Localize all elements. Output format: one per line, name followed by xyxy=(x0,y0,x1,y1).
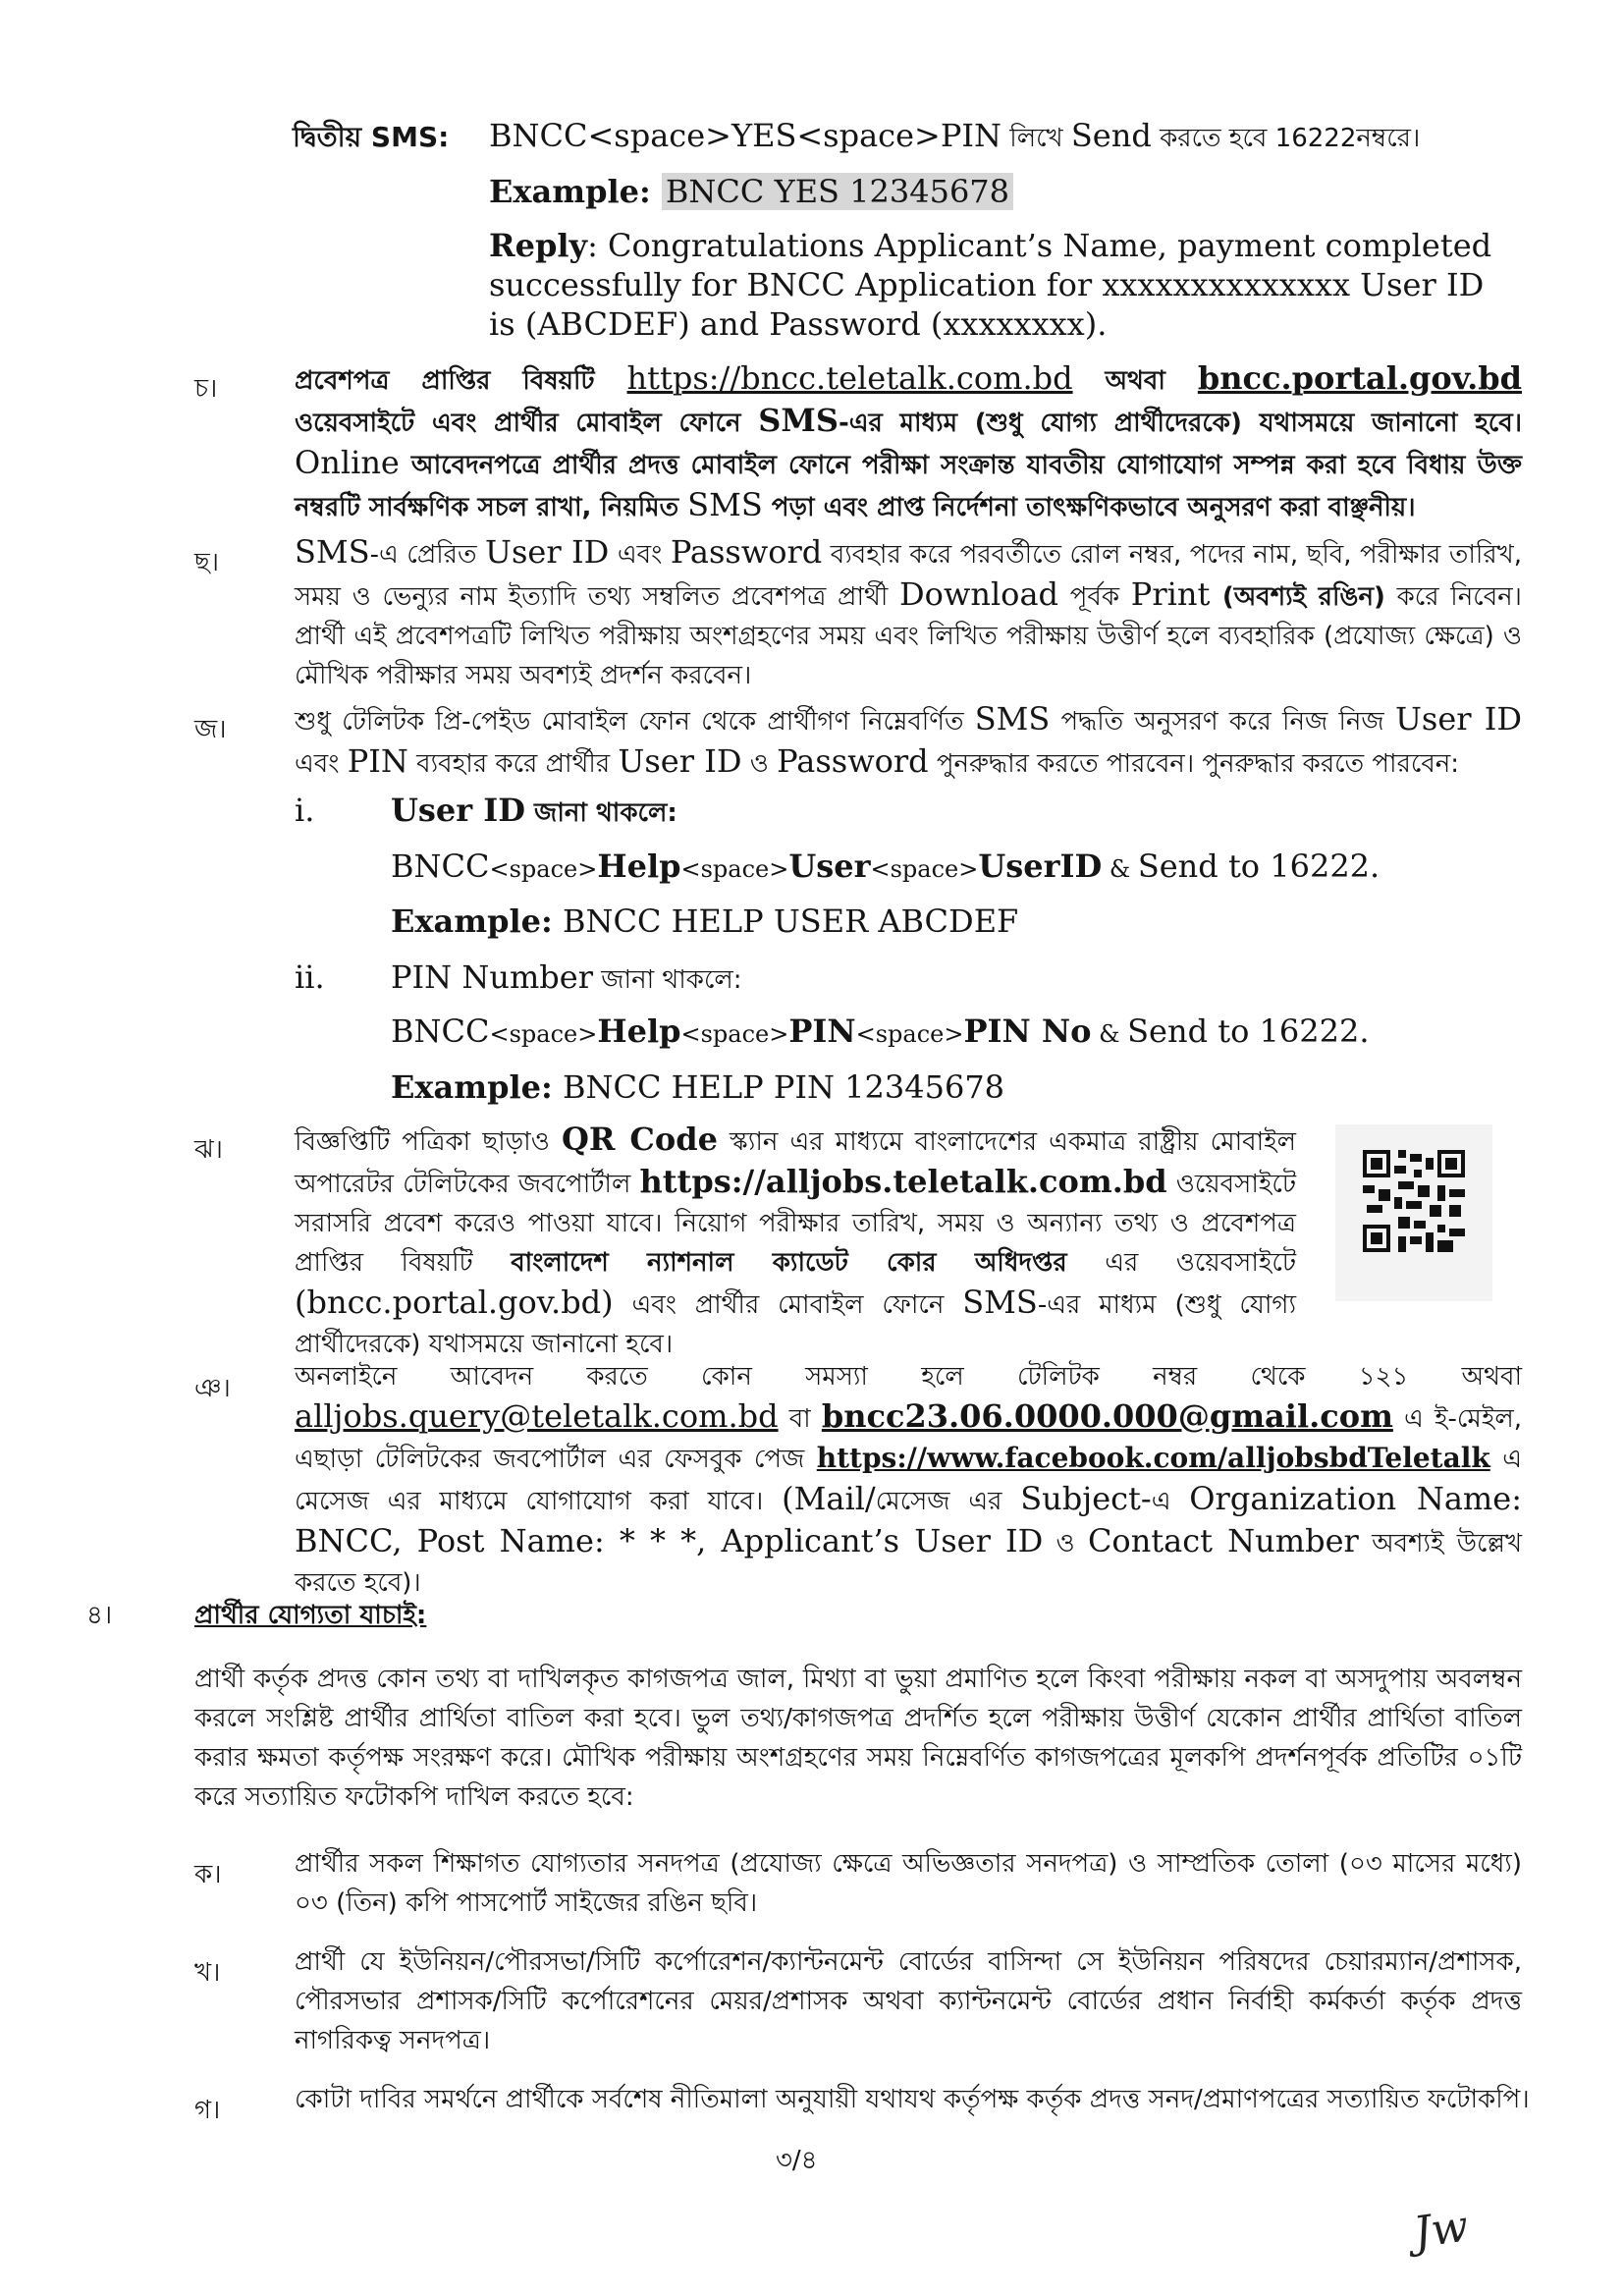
format-part: PIN xyxy=(788,1012,856,1050)
sms2-format xyxy=(489,116,1420,158)
qr-code-icon xyxy=(1363,1150,1465,1252)
item-chha-t8: পূর্বক xyxy=(1058,582,1131,612)
format-part: <space> xyxy=(680,1020,789,1048)
item-cha-t9: পড়া এবং প্রাপ্ত নির্দেশনা তাৎক্ষণিকভাবে অনুসরণ করা বাঞ্ছনীয়। xyxy=(762,493,1416,522)
item-cha-text xyxy=(295,358,1522,527)
section4-intro: প্রার্থী কর্তৃক প্রদত্ত কোন তথ্য বা দাখিলকৃত কাগজপত্র জাল, মিথ্যা বা ভুয়া প্রমাণিত হলে কিংবা পরীক্ষায় নকল বা অসদুপায় অবলম্বন করলে সংশ্লিষ্ট প্রার্থীর প্রার্থিতা বাতিল করা হবে। ভুল তথ্য/কাগজপত্র প্রদর্শিত হলে পরীক্ষায় উত্তীর্ণ যেকোন প্রার্থীর প্রার্থিতা বাতিল করার ক্ষমতা কর্তৃপক্ষ সংরক্ষণ করে। মৌখিক পরীক্ষায় অংশগ্রহণের সময় নিম্নেবর্ণিত কাগজপত্রের মূলকপি প্রদর্শনপূর্বক প্রতিটির ০১টি করে সত্যায়িত ফটোকপি দাখিল করতে হবে: xyxy=(194,1665,1522,1812)
section4-item-ka-text: প্রার্থীর সকল শিক্ষাগত যোগ্যতার সনদপত্র (প্রযোজ্য ক্ষেত্রে অভিজ্ঞতার সনদপত্র) ও সাম্প্রতিক তোলা (০৩ মাসের মধ্যে) ০৩ (তিন) কপি পাসপোর্ট সাইজের রঙিন ছবি। xyxy=(295,1849,1522,1918)
item-nya-t9: Organization Name: BNCC, Post Name: * * *, Applicant’s User ID xyxy=(295,1480,1522,1559)
item-chha-t11: করে নিবেন। প্রার্থী এই প্রবেশপত্রটি লিখিত পরীক্ষায় অংশগ্রহণের সময় এবং লিখিত পরীক্ষায় উত্তীর্ণ হলে ব্যবহারিক (প্রযোজ্য ক্ষেত্রে) ও মৌখিক পরীক্ষার সময় অবশ্যই প্রদর্শন করবেন। xyxy=(295,582,1522,690)
sms2-format-suffix: করতে হবে 16222নম্বরে। xyxy=(1151,124,1421,153)
item-cha-t2: অথবা xyxy=(1072,366,1198,396)
format-part: Help xyxy=(597,1012,681,1050)
item-cha-t1: প্রবেশপত্র প্রাপ্তির বিষয়টি xyxy=(295,366,627,396)
item-ja-t9: ও xyxy=(741,749,778,779)
item-cha-sms: SMS xyxy=(758,402,839,439)
item-ja-t11: পুনরুদ্ধার করতে পারবেন। পুনরুদ্ধার করতে পারবেন: xyxy=(928,749,1460,779)
item-ja-userid: User ID xyxy=(1394,700,1522,738)
format-part: Help xyxy=(597,847,681,885)
signature: Jw xyxy=(1410,2201,1472,2259)
sub-i-title-a: User ID xyxy=(391,792,525,829)
item-cha-t3: ওয়েবসাইটে এবং প্রার্থীর মোবাইল ফোনে xyxy=(295,409,759,438)
alljobs-query-email-link[interactable]: alljobs.query@teletalk.com.bd xyxy=(295,1397,779,1435)
item-jha-portal: (bncc.portal.gov.bd) xyxy=(295,1284,614,1321)
sub-ii-example xyxy=(391,1067,1004,1107)
item-ja-t7: ব্যবহার করে প্রার্থীর xyxy=(407,749,619,779)
section4-number: ৪। xyxy=(86,1601,113,1630)
item-nya-t10: ও xyxy=(1043,1529,1088,1558)
sub-i-number: i. xyxy=(295,792,315,829)
item-cha-t5: -এর মাধ্যম (শুধু যোগ্য প্রার্থীদেরকে) যথাসময়ে জানানো হবে। xyxy=(838,409,1522,438)
item-ja-password: Password xyxy=(777,742,929,780)
item-chha-t2: -এ প্রেরিত xyxy=(369,540,485,570)
item-chha-download: Download xyxy=(899,575,1058,613)
item-nya-t7: Subject- xyxy=(1020,1480,1152,1517)
qr-code[interactable] xyxy=(1335,1124,1492,1301)
item-chha-t6: ব্যবহার করে পরবর্তীতে রোল নম্বর, পদের নাম, ছবি, পরীক্ষার তারিখ, সময় ও ভেন্যুর নাম ইত্যাদি তথ্য সম্বলিত প্রবেশপত্র প্রার্থী xyxy=(295,540,1522,612)
item-nya-t12: অবশ্যই উল্লেখ করতে হবে)। xyxy=(295,1529,1523,1598)
item-nya-t1: অনলাইনে আবেদন করতে কোন সমস্যা হলে টেলিটক নম্বর থেকে ১২১ অথবা xyxy=(295,1362,1522,1392)
sub-i-title xyxy=(391,791,677,833)
item-cha-t7: আবেদনপত্রে প্রার্থীর প্রদত্ত মোবাইল ফোনে পরীক্ষা সংক্রান্ত যাবতীয় যোগাযোগ সম্পন্ন করা হবে বিধায় উক্ত নম্বরটি সার্বক্ষণিক সচল রাখা, নিয়মিত xyxy=(295,451,1522,522)
item-chha-t4: এবং xyxy=(609,540,671,570)
format-part: BNCC xyxy=(391,1012,490,1050)
item-ja-pin: PIN xyxy=(347,742,408,780)
format-part: Send to 16222. xyxy=(1127,1012,1370,1050)
sms2-reply-text: : Congratulations Applicant’s Name, payment completed successfully for BNCC Application for xxxxxxxxxxxxxx User ID is (ABCDEF) and Password (xxxxxxxx). xyxy=(489,227,1492,343)
item-nya-t4: এ মেসেজ এর মাধ্যমে যোগাযোগ করা যাবে। xyxy=(295,1445,1522,1516)
item-jha-t9: এবং প্রার্থীর মোবাইল ফোনে xyxy=(613,1290,963,1320)
format-part: <space> xyxy=(489,855,598,883)
item-ja-t1: শুধু টেলিটক প্রি-পেইড মোবাইল ফোন থেকে প্রার্থীগণ নিম্নেবর্ণিত xyxy=(295,707,975,737)
item-ja-sms: SMS xyxy=(974,700,1051,738)
item-nya-t6: মেসেজ এর xyxy=(875,1487,1021,1516)
item-nya-t5: (Mail/ xyxy=(782,1480,876,1517)
format-part: <space> xyxy=(855,1020,964,1048)
sms2-example-label: Example: xyxy=(489,173,651,210)
sub-ii-title-b: জানা থাকলে: xyxy=(593,965,742,995)
sub-i-title-b: জানা থাকলে: xyxy=(525,798,677,828)
item-jha-sms: SMS xyxy=(962,1284,1038,1321)
section4-item-ka-marker: ক। xyxy=(194,1860,222,1889)
format-part: User xyxy=(788,847,871,885)
item-nya-t3: এ ই-মেইল, এছাড়া টেলিটকের জবপোর্টাল এর ফেসবুক পেজ xyxy=(295,1404,1522,1474)
section4-item-ga-marker: গ। xyxy=(194,2096,221,2125)
item-chha-text xyxy=(295,532,1522,695)
sms2-format-mid: লিখে xyxy=(1001,124,1071,153)
item-ja-t3: পদ্ধতি অনুসরণ করে নিজ নিজ xyxy=(1050,707,1395,737)
item-jha-t11: -এর মাধ্যম (শুধু যোগ্য প্রার্থীদেরকে) যথাসময়ে জানানো হবে। xyxy=(295,1290,1297,1359)
sub-ii-example-value: BNCC HELP PIN 12345678 xyxy=(552,1068,1005,1106)
item-chha-sms: SMS xyxy=(295,533,370,571)
sms2-example xyxy=(489,172,1013,211)
facebook-page-link[interactable]: https://www.facebook.com/alljobsbdTeletalk xyxy=(816,1442,1490,1474)
page-number: ৩/৪ xyxy=(776,2146,818,2175)
item-ja-t5: এবং xyxy=(295,749,348,779)
format-part: Send to 16222. xyxy=(1137,847,1380,885)
item-jha-t7: এর ওয়েবসাইটে xyxy=(1066,1248,1296,1278)
item-nya-contact: Contact Number xyxy=(1087,1522,1359,1559)
section4-item-kha-marker: খ। xyxy=(194,1958,221,1988)
sub-i-example-label: Example: xyxy=(391,902,553,940)
sms2-reply-label: Reply xyxy=(489,227,588,264)
item-nya-t8: এ xyxy=(1151,1487,1190,1516)
format-part: <space> xyxy=(489,1020,598,1048)
format-part: <space> xyxy=(870,855,979,883)
item-chha-password: Password xyxy=(670,533,823,571)
alljobs-link[interactable]: https://alljobs.teletalk.com.bd xyxy=(639,1163,1167,1200)
item-nya-t2: বা xyxy=(778,1404,822,1434)
item-jha-qrcode: QR Code xyxy=(561,1121,718,1158)
sub-i-example-value: BNCC HELP USER ABCDEF xyxy=(552,902,1019,940)
item-chha-colour-note: (অবশ্যই রঙিন) xyxy=(1210,582,1385,612)
item-cha-marker: চ। xyxy=(194,374,218,404)
sub-i-example xyxy=(391,902,1018,941)
section4-item-ga-text: কোটা দাবির সমর্থনে প্রার্থীকে সর্বশেষ নীতিমালা অনুযায়ী যথাযথ কর্তৃপক্ষ কর্তৃক প্রদত্ত সনদ/প্রমাণপত্রের সত্যায়িত ফটোকপি। xyxy=(295,2085,1530,2114)
format-part: PIN No xyxy=(963,1012,1092,1050)
format-part: & xyxy=(1102,855,1138,883)
item-jha-bncc-directorate: বাংলাদেশ ন্যাশনাল ক্যাডেট কোর অধিদপ্তর xyxy=(511,1248,1067,1278)
bncc-teletalk-link[interactable]: https://bncc.teletalk.com.bd xyxy=(626,359,1073,397)
item-jha-marker: ঝ। xyxy=(194,1135,223,1165)
sub-ii-title-a: PIN Number xyxy=(391,958,594,996)
bncc-gmail-link[interactable]: bncc23.06.0000.000@gmail.com xyxy=(821,1397,1393,1435)
sms2-example-value: BNCC YES 12345678 xyxy=(662,173,1013,210)
item-ja-marker: জ। xyxy=(194,715,227,744)
item-ja-text xyxy=(295,699,1522,784)
item-ja-userid2: User ID xyxy=(618,742,742,780)
item-nya-text xyxy=(295,1357,1522,1603)
item-cha-online: Online xyxy=(295,444,400,481)
sub-ii-format xyxy=(391,1011,1370,1051)
format-part: <space> xyxy=(680,855,789,883)
sub-i-format xyxy=(391,847,1380,886)
item-jha-t1: বিজ্ঞপ্তিটি পত্রিকা ছাড়াও xyxy=(295,1127,562,1157)
sub-ii-number: ii. xyxy=(295,958,325,996)
item-jha-t3: স্ক্যান এর মাধ্যমে বাংলাদেশের একমাত্র রাষ্ট্রীয় মোবাইল অপারেটর টেলিটকের জবপোর্টাল xyxy=(295,1127,1297,1199)
bncc-portal-link[interactable]: bncc.portal.gov.bd xyxy=(1197,359,1522,397)
format-part: UserID xyxy=(978,847,1103,885)
sub-ii-example-label: Example: xyxy=(391,1068,553,1106)
item-nya-marker: ঞ। xyxy=(194,1374,231,1403)
item-jha-t5: ওয়েবসাইটে সরাসরি প্রবেশ করেও পাওয়া যাবে। নিয়োগ পরীক্ষার তারিখ, সময় ও অন্যান্য তথ্য ও প্রবেশপত্র প্রাপ্তির বিষয়টি xyxy=(295,1170,1296,1278)
section4-heading: প্রার্থীর যোগ্যতা যাচাই: xyxy=(194,1601,427,1630)
sms2-reply xyxy=(489,226,1520,344)
sms2-label: দ্বিতীয় SMS: xyxy=(293,121,450,153)
sub-ii-title xyxy=(391,957,742,1000)
sms2-format-code: BNCC<space>YES<space>PIN xyxy=(489,117,1001,154)
item-chha-marker: ছ। xyxy=(194,548,220,577)
item-chha-print: Print xyxy=(1130,575,1211,613)
item-cha-sms2: SMS xyxy=(687,486,763,523)
sms2-format-send: Send xyxy=(1070,117,1152,154)
item-chha-userid: User ID xyxy=(485,533,610,571)
format-part: BNCC xyxy=(391,847,490,885)
item-jha-text xyxy=(295,1120,1296,1364)
format-part: & xyxy=(1091,1020,1128,1048)
section4-item-kha-text: প্রার্থী যে ইউনিয়ন/পৌরসভা/সিটি কর্পোরেশন/ক্যান্টনমেন্ট বোর্ডের বাসিন্দা সে ইউনিয়ন পরিষদের চেয়ারম্যান/প্রশাসক, পৌরসভার প্রশাসক/সিটি কর্পোরেশনের মেয়র/প্রশাসক অথবা ক্যান্টনমেন্ট বোর্ডের প্রধান নির্বাহী কর্মকর্তা কর্তৃক প্রদত্ত নাগরিকত্ব সনদপত্র। xyxy=(295,1947,1522,2055)
